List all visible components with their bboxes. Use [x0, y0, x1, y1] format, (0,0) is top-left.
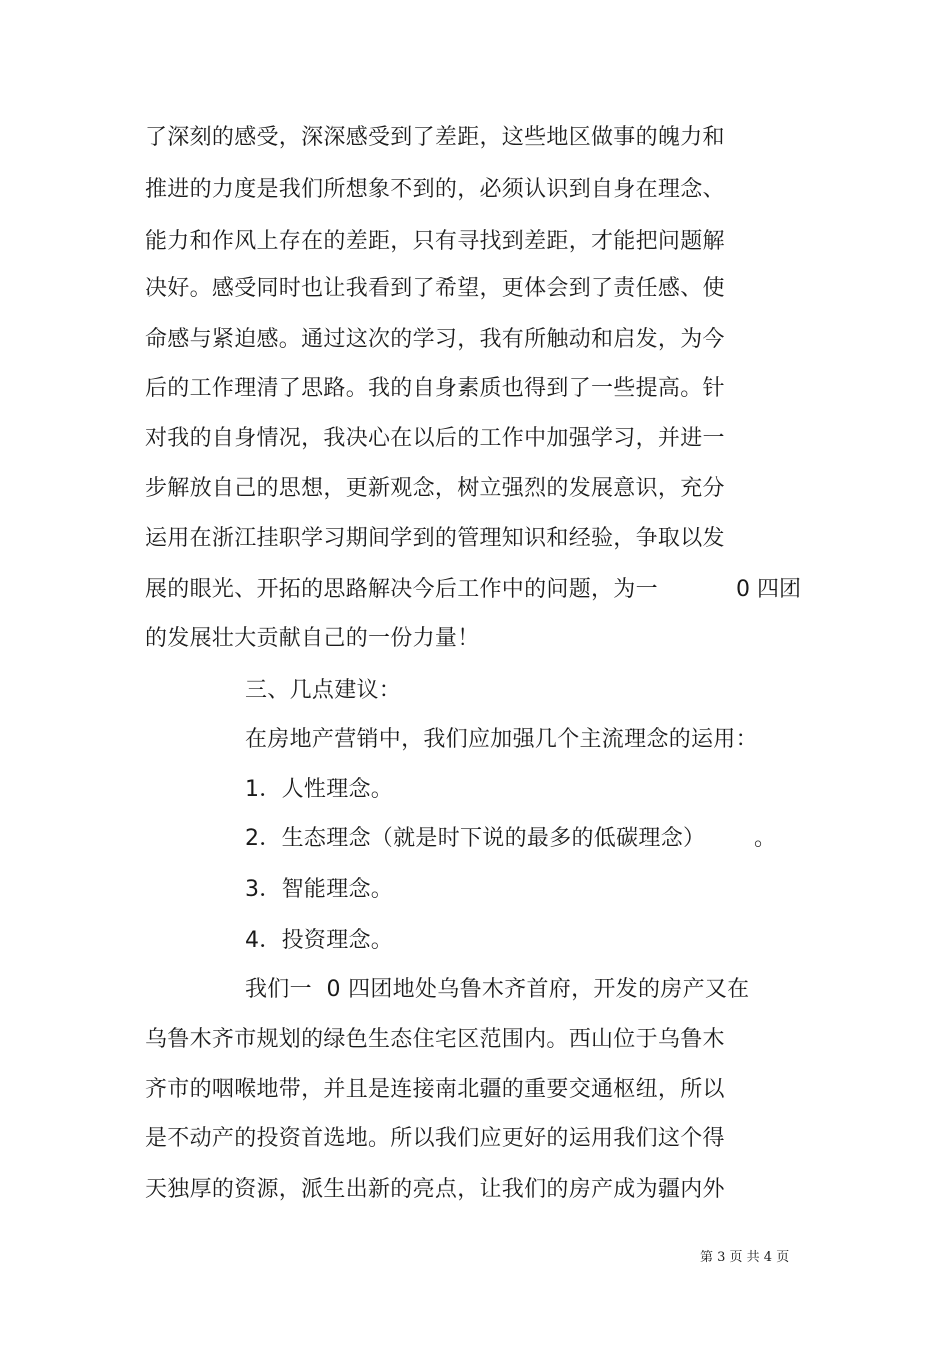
- body-line-tail: 0 四团: [736, 577, 801, 602]
- body-line: 齐市的咽喉地带，并且是连接南北疆的重要交通枢纽，所以: [145, 1077, 725, 1102]
- body-line: 是不动产的投资首选地。所以我们应更好的运用我们这个得: [145, 1126, 725, 1151]
- body-line: 命感与紧迫感。通过这次的学习，我有所触动和启发，为今: [145, 327, 725, 352]
- list-item: 1．人性理念。: [245, 777, 394, 802]
- body-line: 决好。感受同时也让我看到了希望，更体会到了责任感、使: [145, 276, 725, 301]
- body-line: 对我的自身情况，我决心在以后的工作中加强学习，并进一: [145, 426, 725, 451]
- list-item-tail: 。: [754, 826, 777, 851]
- body-line: 步解放自己的思想，更新观念，树立强烈的发展意识，充分: [145, 476, 725, 501]
- body-line: 乌鲁木齐市规划的绿色生态住宅区范围内。西山位于乌鲁木: [145, 1027, 725, 1052]
- list-item: 4．投资理念。: [245, 928, 394, 953]
- body-line: 了深刻的感受，深深感受到了差距，这些地区做事的魄力和: [145, 125, 725, 150]
- list-item: 3．智能理念。: [245, 877, 394, 902]
- list-item: 2．生态理念（就是时下说的最多的低碳理念）: [245, 826, 706, 851]
- body-line: 的发展壮大贡献自己的一份力量！: [145, 626, 480, 651]
- paragraph-first-line: 我们一 0 四团地处乌鲁木齐首府，开发的房产又在: [245, 977, 750, 1002]
- body-line: 展的眼光、开拓的思路解决今后工作中的问题，为一: [145, 577, 658, 602]
- body-line: 推进的力度是我们所想象不到的，必须认识到自身在理念、: [145, 177, 725, 202]
- section-heading: 三、几点建议：: [245, 678, 402, 703]
- body-line: 后的工作理清了思路。我的自身素质也得到了一些提高。针: [145, 376, 725, 401]
- body-line: 天独厚的资源，派生出新的亮点，让我们的房产成为疆内外: [145, 1177, 725, 1202]
- body-line: 能力和作风上存在的差距，只有寻找到差距，才能把问题解: [145, 229, 725, 254]
- body-line: 运用在浙江挂职学习期间学到的管理知识和经验，争取以发: [145, 526, 725, 551]
- page-number: 第 3 页 共 4 页: [700, 1250, 790, 1265]
- section-intro: 在房地产营销中，我们应加强几个主流理念的运用：: [245, 727, 758, 752]
